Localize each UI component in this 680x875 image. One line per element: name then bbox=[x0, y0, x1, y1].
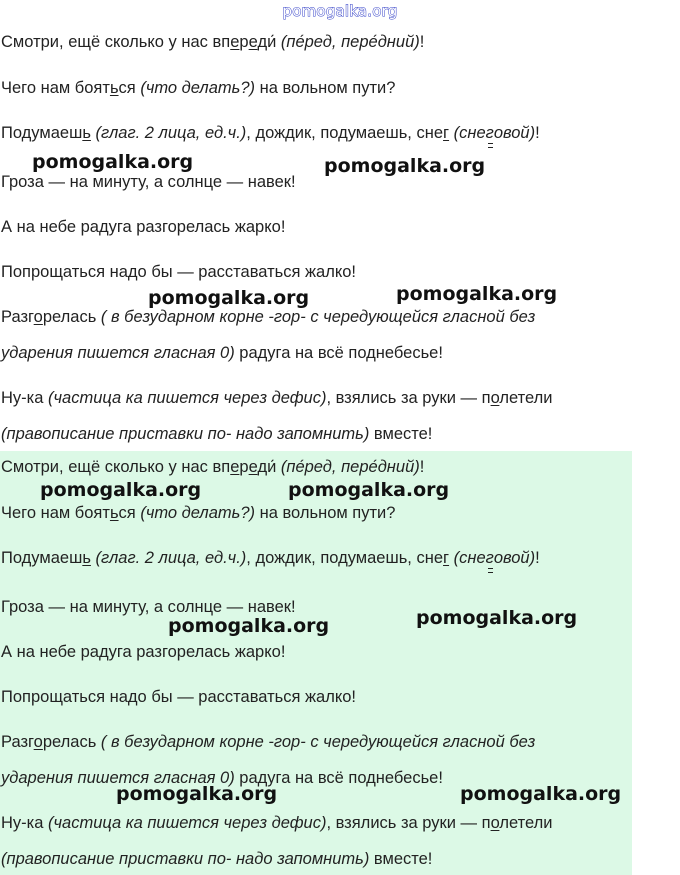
text-line: Подумаешь (глаг. 2 лица, ед.ч.), дождик, подумаешь, снег (снеговой)! bbox=[1, 124, 540, 142]
text-line: Смотри, ещё сколько у нас впереди́ (пе́ред, пере́дний)! bbox=[1, 33, 425, 51]
text-line: (правописание приставки по- надо запомнить) вместе! bbox=[1, 850, 433, 868]
text-line: А на небе радуга разгорелась жарко! bbox=[1, 218, 286, 236]
watermark-text: pomogalka.org bbox=[288, 479, 450, 501]
text-line: ударения пишется гласная 0) радуга на всё поднебесье! bbox=[1, 344, 443, 362]
text-line: Гроза — на минуту, а солнце — навек! bbox=[1, 173, 296, 191]
text-line: Ну-ка (частица ка пишется через дефис), взялись за руки — полетели bbox=[1, 389, 553, 407]
text-block-answer bbox=[0, 451, 632, 875]
watermark-text: pomogalka.org bbox=[148, 287, 310, 309]
text-line: Попрощаться надо бы — расставаться жалко! bbox=[1, 263, 357, 281]
text-line: (правописание приставки по- надо запомнить) вместе! bbox=[1, 425, 433, 443]
site-logo[interactable]: pomogalka.org bbox=[282, 2, 398, 20]
text-line: Гроза — на минуту, а солнце — навек! bbox=[1, 598, 296, 616]
text-line: Подумаешь (глаг. 2 лица, ед.ч.), дождик, подумаешь, снег (снеговой)! bbox=[1, 549, 540, 567]
watermark-text: pomogalka.org bbox=[416, 607, 578, 629]
text-line: Чего нам бояться (что делать?) на вольном пути? bbox=[1, 79, 396, 97]
watermark-text: pomogalka.org bbox=[116, 783, 278, 805]
text-line: Разгорелась ( в безударном корне -гор- с чередующейся гласной без bbox=[1, 308, 536, 326]
text-line: Попрощаться надо бы — расставаться жалко! bbox=[1, 688, 357, 706]
watermark-text: pomogalka.org bbox=[396, 283, 558, 305]
text-line: Чего нам бояться (что делать?) на вольном пути? bbox=[1, 504, 396, 522]
text-line: А на небе радуга разгорелась жарко! bbox=[1, 643, 286, 661]
text-line: Ну-ка (частица ка пишется через дефис), взялись за руки — полетели bbox=[1, 814, 553, 832]
text-line: Смотри, ещё сколько у нас впереди́ (пе́ред, пере́дний)! bbox=[1, 458, 425, 476]
watermark-text: pomogalka.org bbox=[40, 479, 202, 501]
watermark-text: pomogalka.org bbox=[168, 615, 330, 637]
text-line: Разгорелась ( в безударном корне -гор- с чередующейся гласной без bbox=[1, 733, 536, 751]
watermark-text: pomogalka.org bbox=[460, 783, 622, 805]
watermark-text: pomogalka.org bbox=[32, 151, 194, 173]
text-line: ударения пишется гласная 0) радуга на всё поднебесье! bbox=[1, 769, 443, 787]
watermark-text: pomogalka.org bbox=[324, 155, 486, 177]
